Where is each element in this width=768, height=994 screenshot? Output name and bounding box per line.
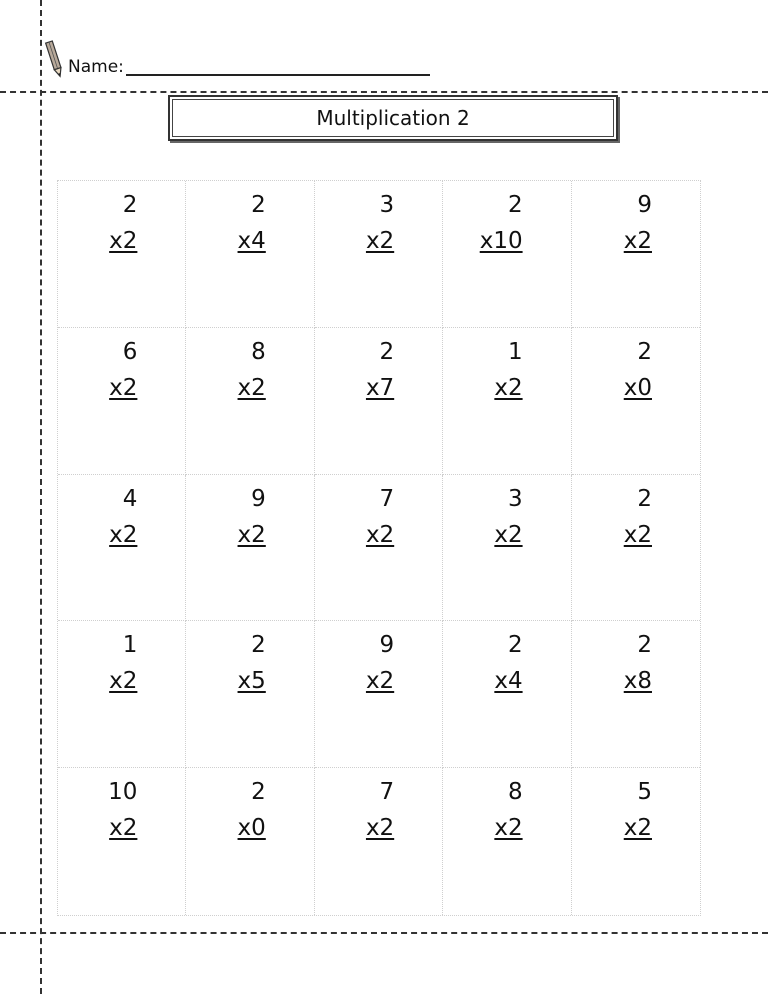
name-row: [44, 38, 430, 80]
problem: [480, 187, 523, 259]
problem: [366, 187, 394, 259]
problem: [624, 774, 652, 846]
multiplier: x2: [237, 521, 266, 548]
problem-cell: [58, 328, 186, 475]
problem-cell: [186, 768, 314, 915]
problem: [109, 481, 137, 553]
problem-cell: [315, 475, 443, 622]
multiplier: x2: [109, 815, 138, 842]
problem: [109, 334, 137, 406]
problem: [238, 774, 266, 846]
problem: [494, 481, 522, 553]
problem-cell: [58, 621, 186, 768]
problem: [109, 627, 137, 699]
multiplicand: 6: [122, 338, 138, 365]
multiplicand: 2: [251, 192, 266, 218]
multiplicand: 2: [122, 192, 138, 218]
multiplier: x2: [623, 228, 652, 254]
multiplicand: 7: [379, 779, 395, 806]
multiplicand: 1: [507, 338, 523, 365]
multiplicand: 2: [637, 485, 652, 512]
multiplier: x2: [109, 228, 138, 254]
problem-cell: [315, 768, 443, 915]
name-label: Name:: [68, 57, 124, 77]
problem-cell: [186, 621, 314, 768]
problem: [238, 187, 266, 259]
multiplier: x2: [365, 521, 395, 548]
problem: [624, 481, 652, 553]
multiplicand: 9: [251, 485, 266, 512]
problem-cell: [58, 768, 186, 915]
pencil-icon: [44, 38, 66, 80]
multiplicand: 3: [379, 192, 395, 218]
problem-cell: [443, 621, 571, 768]
multiplicand: 7: [379, 485, 395, 512]
problem-cell: [58, 475, 186, 622]
problem-cell: [572, 181, 700, 328]
top-cut-guide: [0, 91, 768, 93]
multiplicand: 2: [251, 779, 266, 806]
multiplier: x4: [494, 668, 523, 695]
multiplier: x4: [237, 228, 266, 254]
problem: [238, 481, 266, 553]
problem-cell: [315, 328, 443, 475]
multiplicand: 2: [507, 192, 523, 218]
problem: [624, 627, 652, 699]
multiplicand: 1: [122, 632, 138, 659]
multiplier: x5: [237, 668, 266, 695]
multiplicand: 2: [507, 632, 523, 659]
problem-cell: [315, 621, 443, 768]
name-field[interactable]: [126, 74, 430, 76]
multiplier: x10: [479, 228, 523, 254]
problem: [366, 774, 394, 846]
multiplicand: 4: [122, 485, 138, 512]
problem: [494, 774, 522, 846]
problem: [494, 627, 522, 699]
multiplier: x2: [623, 815, 652, 842]
problem: [366, 627, 394, 699]
problem: [109, 187, 137, 259]
problem-cell: [443, 328, 571, 475]
multiplicand: 2: [637, 338, 652, 365]
problem: [238, 627, 266, 699]
multiplicand: 8: [507, 779, 523, 806]
multiplier: x2: [237, 374, 266, 401]
multiplier: x8: [623, 668, 652, 695]
multiplicand: 2: [379, 338, 395, 365]
problem-grid: [57, 180, 701, 916]
multiplier: x2: [109, 668, 138, 695]
multiplicand: 5: [637, 779, 652, 806]
problem: [366, 334, 394, 406]
problem: [238, 334, 266, 406]
problem-cell: [572, 768, 700, 915]
problem-cell: [572, 328, 700, 475]
problem-cell: [443, 475, 571, 622]
problem-cell: [315, 181, 443, 328]
multiplier: x2: [365, 815, 395, 842]
multiplicand: 8: [251, 338, 266, 365]
multiplier: x2: [109, 521, 138, 548]
multiplier: x2: [494, 374, 523, 401]
multiplicand: 10: [108, 779, 138, 806]
multiplier: x2: [109, 374, 138, 401]
multiplicand: 2: [637, 632, 652, 659]
problem: [366, 481, 394, 553]
problem-cell: [58, 181, 186, 328]
problem-cell: [186, 181, 314, 328]
multiplier: x0: [237, 815, 266, 842]
multiplicand: 9: [379, 632, 395, 659]
multiplier: x7: [365, 374, 395, 401]
multiplicand: 3: [507, 485, 523, 512]
problem-cell: [572, 475, 700, 622]
multiplier: x2: [494, 815, 523, 842]
multiplier: x0: [623, 374, 652, 401]
problem-cell: [443, 181, 571, 328]
problem: [624, 187, 652, 259]
problem-cell: [572, 621, 700, 768]
problem-cell: [186, 328, 314, 475]
title-box: [168, 95, 618, 141]
multiplicand: 9: [637, 192, 652, 218]
multiplier: x2: [365, 668, 395, 695]
page-title: Multiplication 2: [172, 99, 614, 137]
multiplier: x2: [623, 521, 652, 548]
problem-cell: [443, 768, 571, 915]
problem: [624, 334, 652, 406]
problem: [108, 774, 137, 846]
problem-cell: [186, 475, 314, 622]
multiplicand: 2: [251, 632, 266, 659]
bottom-cut-guide: [0, 932, 768, 934]
multiplier: x2: [494, 521, 523, 548]
left-cut-guide: [40, 0, 42, 994]
problem: [494, 334, 522, 406]
multiplier: x2: [365, 228, 395, 254]
